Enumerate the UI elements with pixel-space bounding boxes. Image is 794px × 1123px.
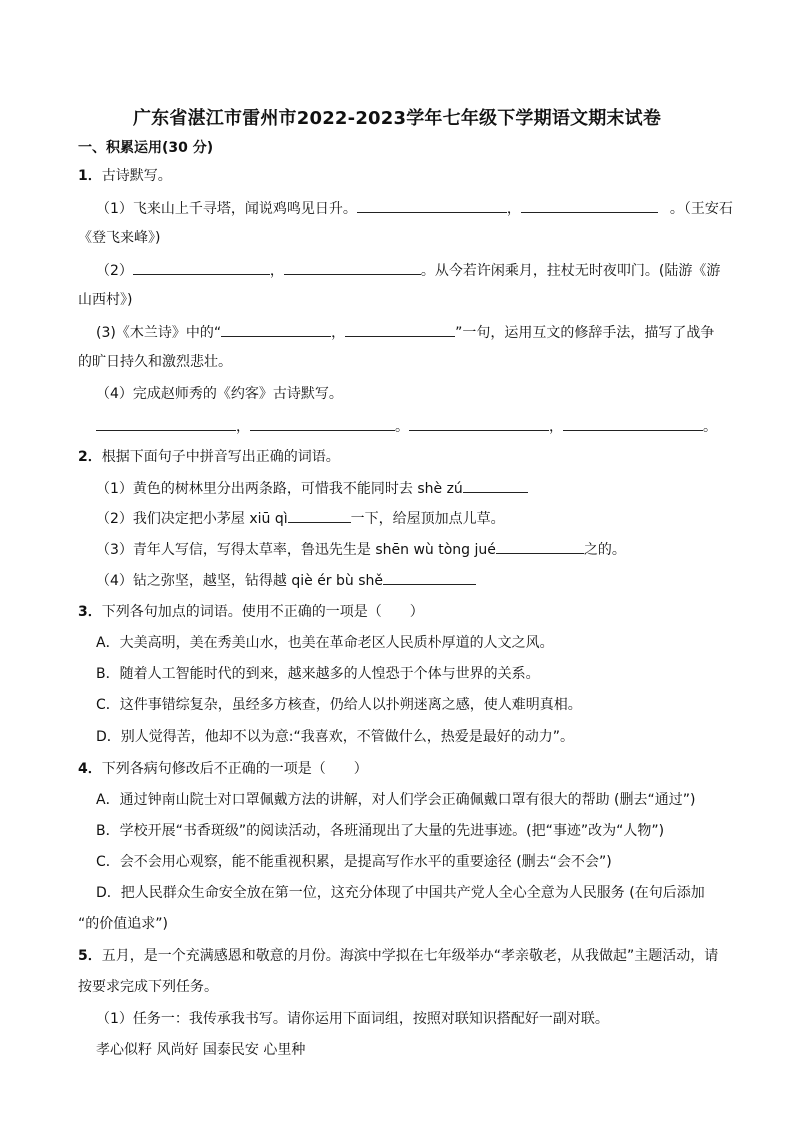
question-2-item-4 (96, 570, 476, 591)
option-b[interactable]: B．随着人工智能时代的到来，越来越多的人惶恐于个体与世界的关系。 (96, 666, 540, 682)
question-5-task-1: （1）任务一：我传承我书写。请你运用下面词组，按照对联知识搭配好一副对联。 (96, 1011, 609, 1027)
question-2-item-1 (96, 478, 528, 499)
question-1-item-4-blanks (96, 416, 717, 437)
answer-blank[interactable] (221, 322, 331, 337)
answer-blank[interactable] (521, 198, 658, 213)
answer-blank[interactable] (133, 260, 270, 275)
question-2-stem (78, 447, 340, 467)
question-1-item-2 (96, 260, 720, 281)
question-text: 五月，是一个充满感恩和敬意的月份。海滨中学拟在七年级举办“孝亲敬老，从我做起”主题活动，请 (101, 948, 719, 964)
question-1-item-2-cont: 山西村》) (78, 292, 133, 308)
question-number: 2． (78, 449, 102, 465)
question-3-stem (78, 602, 424, 622)
item-text: （1）黄色的树林里分出两条路，可惜我不能同时去 shè zú (96, 481, 463, 497)
question-2-item-3 (96, 539, 626, 560)
answer-blank[interactable] (284, 260, 421, 275)
item-text: (3)《木兰诗》中的“ (96, 325, 222, 341)
question-1-item-1-cont: 《登飞来峰》) (78, 230, 161, 246)
question-text: 根据下面句子中拼音写出正确的词语。 (101, 449, 340, 465)
punctuation: ， (506, 201, 521, 217)
option-a[interactable]: A．通过钟南山院士对口罩佩戴方法的讲解，对人们学会正确佩戴口罩有很大的帮助 (删去“通过”) (96, 792, 696, 808)
item-text: 之的。 (583, 542, 626, 558)
punctuation: ， (236, 419, 250, 435)
item-text: （1）飞来山上千寻塔，闻说鸡鸣见日升。 (96, 201, 357, 217)
question-1-item-3 (96, 322, 714, 343)
answer-blank[interactable] (409, 416, 549, 431)
question-4-stem (78, 759, 368, 779)
answer-blank[interactable] (463, 478, 528, 493)
page-title: 广东省湛江市雷州市2022-2023学年七年级下学期语文期末试卷 (132, 108, 662, 129)
item-text: ”一句，运用互文的修辞手法，描写了战争 (455, 325, 715, 341)
answer-blank[interactable] (96, 416, 236, 431)
option-c[interactable]: C．这件事错综复杂，虽经多方核查，仍给人以扑朔迷离之感，使人难明真相。 (96, 697, 582, 713)
answer-blank[interactable] (345, 322, 455, 337)
question-number: 4． (78, 761, 102, 777)
option-d[interactable]: D．把人民群众生命安全放在第一位，这充分体现了中国共产党人全心全意为人民服务 (在句后添加 (96, 885, 705, 901)
question-5-stem-cont: 按要求完成下列任务。 (78, 979, 218, 995)
question-1-item-4: （4）完成赵师秀的《约客》古诗默写。 (96, 386, 343, 402)
question-1-item-3-cont: 的旷日持久和激烈悲壮。 (78, 354, 232, 370)
option-a[interactable]: A．大美高明，美在秀美山水，也美在革命老区人民质朴厚道的人文之风。 (96, 635, 554, 651)
item-text: 。（王安石 (669, 201, 733, 217)
question-1-item-1 (96, 198, 733, 219)
question-1-stem (78, 166, 172, 186)
item-text: （2） (96, 263, 133, 279)
item-text: （3）青年人写信，写得太草率，鲁迅先生是 shēn wù tòng jué (96, 542, 496, 558)
answer-blank[interactable] (563, 416, 703, 431)
punctuation: 。 (703, 419, 717, 435)
section-heading: 一、积累运用(30 分) (78, 140, 214, 156)
option-d-cont: “的价值追求”) (78, 916, 168, 932)
punctuation: ， (549, 419, 563, 435)
answer-blank[interactable] (250, 416, 395, 431)
question-number: 3． (78, 604, 102, 620)
item-text: 一下，给屋顶加点儿草。 (350, 511, 505, 527)
couplet-words: 孝心似籽 风尚好 国泰民安 心里种 (96, 1042, 306, 1058)
question-5-stem (78, 946, 718, 966)
option-d[interactable]: D．别人觉得苦，他却不以为意:“我喜欢，不管做什么，热爱是最好的动力”。 (96, 729, 575, 745)
answer-blank[interactable] (383, 570, 476, 585)
answer-blank[interactable] (496, 539, 584, 554)
answer-blank[interactable] (288, 508, 351, 523)
item-text: 。从今若许闲乘月，拄杖无时夜叩门。(陆游《游 (420, 263, 721, 279)
question-number: 1． (78, 168, 102, 184)
answer-blank[interactable] (357, 198, 507, 213)
item-text: （4）钻之弥坚，越坚，钻得越 qiè ér bù shě (96, 573, 384, 589)
option-b[interactable]: B．学校开展“书香斑级”的阅读活动，各班涌现出了大量的先进事迹。(把“事迹”改为“人物”) (96, 823, 665, 839)
question-number: 5． (78, 948, 102, 964)
question-text: 古诗默写。 (101, 168, 172, 184)
question-text: 下列各句加点的词语。使用不正确的一项是（ ） (101, 604, 424, 620)
question-2-item-2 (96, 508, 505, 529)
punctuation: ， (331, 325, 346, 341)
question-text: 下列各病句修改后不正确的一项是（ ） (101, 761, 368, 777)
punctuation: ， (269, 263, 284, 279)
punctuation: 。 (395, 419, 409, 435)
item-text: （2）我们决定把小茅屋 xiū qì (96, 511, 288, 527)
option-c[interactable]: C．会不会用心观察，能不能重视积累，是提高写作水平的重要途径 (删去“会不会”) (96, 854, 612, 870)
